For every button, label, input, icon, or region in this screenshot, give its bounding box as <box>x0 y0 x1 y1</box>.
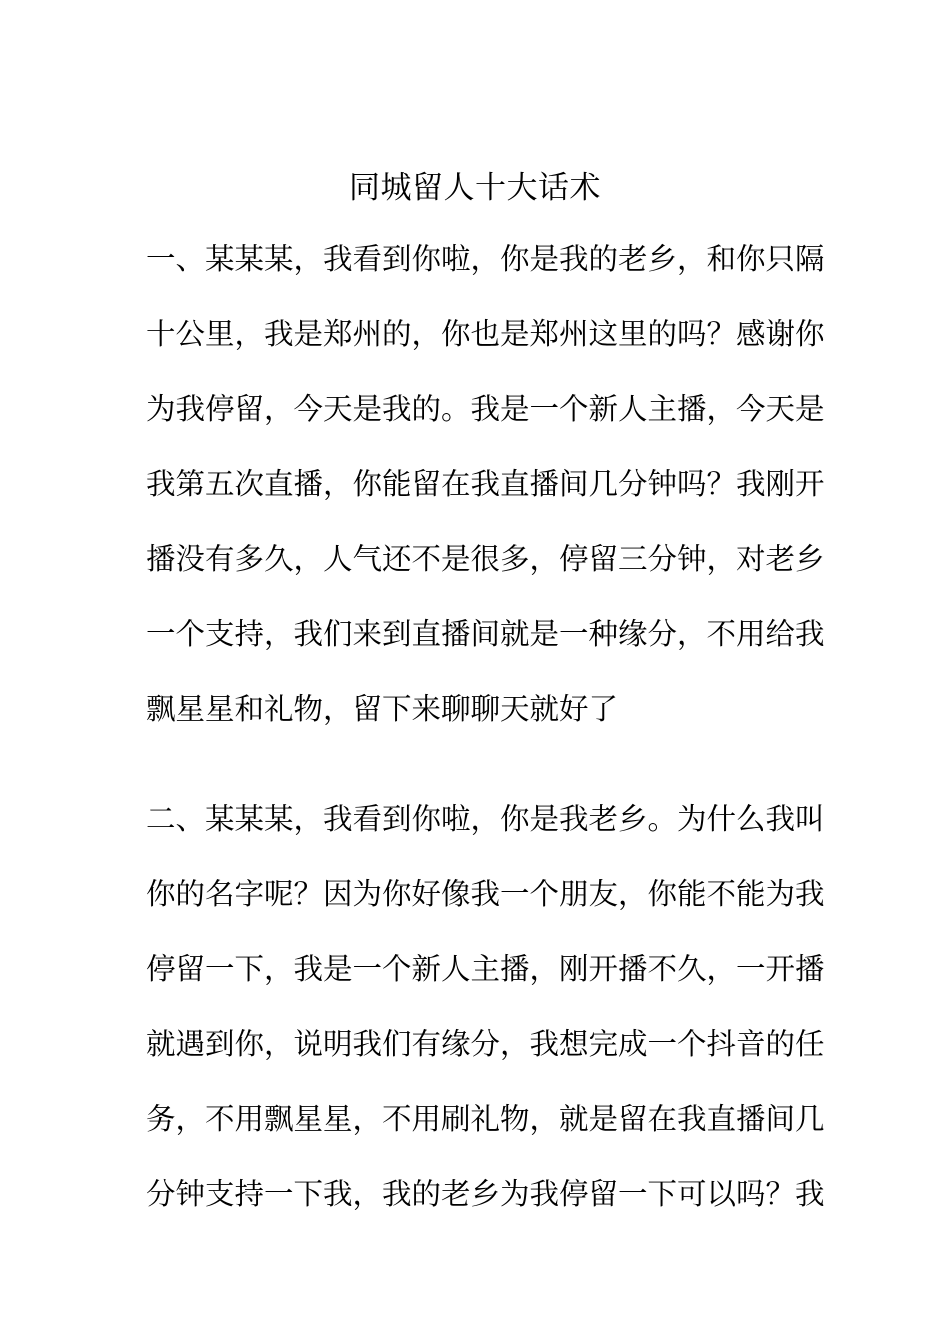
paragraph-line: 飘星星和礼物，留下来聊聊天就好了 <box>146 692 619 726</box>
paragraph-line: 一、某某某，我看到你啦，你是我的老乡，和你只隔 <box>146 242 825 276</box>
paragraph-line: 停留一下，我是一个新人主播，刚开播不久，一开播 <box>146 952 825 986</box>
paragraph-2 <box>146 794 825 1244</box>
paragraph-line: 分钟支持一下我，我的老乡为我停留一下可以吗？我 <box>146 1177 825 1211</box>
paragraph-line: 十公里，我是郑州的，你也是郑州这里的吗？感谢你 <box>146 317 825 351</box>
document-title: 同城留人十大话术 <box>349 170 601 206</box>
paragraph-line: 为我停留，今天是我的。我是一个新人主播，今天是 <box>146 392 825 426</box>
paragraph-line: 务，不用飘星星，不用刷礼物，就是留在我直播间几 <box>146 1102 825 1136</box>
paragraph-line: 一个支持，我们来到直播间就是一种缘分，不用给我 <box>146 617 825 651</box>
paragraph-1 <box>146 234 825 759</box>
paragraph-line: 二、某某某，我看到你啦，你是我老乡。为什么我叫 <box>146 802 825 836</box>
paragraph-line: 就遇到你，说明我们有缘分，我想完成一个抖音的任 <box>146 1027 825 1061</box>
paragraph-line: 你的名字呢？因为你好像我一个朋友，你能不能为我 <box>146 877 825 911</box>
paragraph-line: 播没有多久，人气还不是很多，停留三分钟，对老乡 <box>146 542 825 576</box>
paragraph-line: 我第五次直播，你能留在我直播间几分钟吗？我刚开 <box>146 467 825 501</box>
